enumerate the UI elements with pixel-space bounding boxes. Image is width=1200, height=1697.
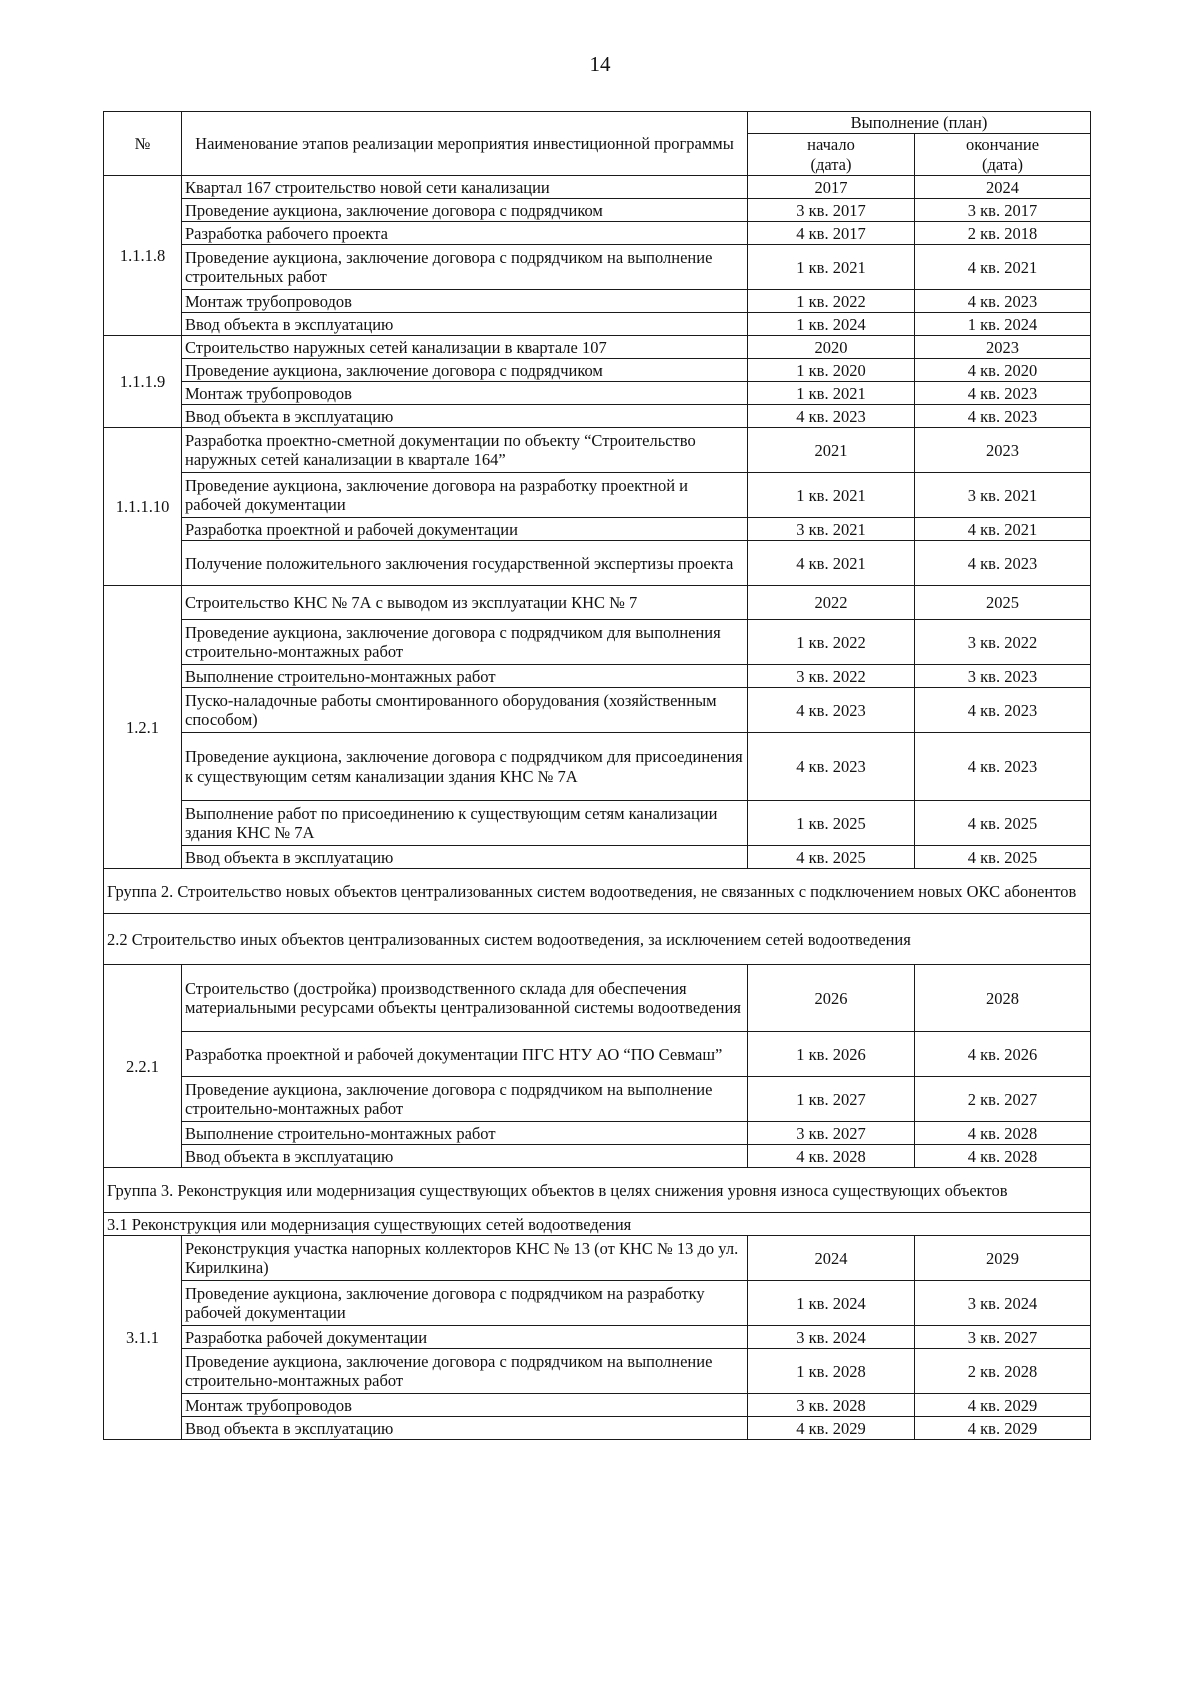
- start-date: 3 кв. 2028: [748, 1394, 915, 1417]
- schedule-body: [104, 176, 1091, 1440]
- stage-name: Ввод объекта в эксплуатацию: [182, 1145, 748, 1168]
- subgroup-row: [104, 914, 1091, 965]
- item-number: 1.1.1.9: [104, 336, 182, 428]
- start-date: 1 кв. 2026: [748, 1032, 915, 1077]
- end-date: 4 кв. 2020: [915, 359, 1091, 382]
- header-end: окончание (дата): [915, 134, 1091, 176]
- table-row: [104, 846, 1091, 869]
- table-row: [104, 801, 1091, 846]
- table-row: [104, 688, 1091, 733]
- table-row: [104, 1326, 1091, 1349]
- page-number: 14: [589, 52, 611, 76]
- table-row: [104, 473, 1091, 518]
- group-row: [104, 869, 1091, 914]
- end-date: 3 кв. 2017: [915, 199, 1091, 222]
- end-date: 2 кв. 2027: [915, 1077, 1091, 1122]
- start-date: 4 кв. 2023: [748, 688, 915, 733]
- stage-name: Ввод объекта в эксплуатацию: [182, 846, 748, 869]
- start-date: 4 кв. 2017: [748, 222, 915, 245]
- end-date: 4 кв. 2025: [915, 846, 1091, 869]
- stage-name: Пуско-наладочные работы смонтированного оборудования (хозяйственным способом): [182, 688, 748, 733]
- item-number: 1.1.1.10: [104, 428, 182, 586]
- item-number: 1.2.1: [104, 586, 182, 869]
- stage-name: Проведение аукциона, заключение договора на разработку проектной и рабочей документации: [182, 473, 748, 518]
- item-number: 3.1.1: [104, 1236, 182, 1440]
- stage-name: Разработка рабочего проекта: [182, 222, 748, 245]
- end-date: 4 кв. 2023: [915, 382, 1091, 405]
- end-date: 4 кв. 2028: [915, 1122, 1091, 1145]
- start-date: 4 кв. 2025: [748, 846, 915, 869]
- stage-name: Проведение аукциона, заключение договора с подрядчиком: [182, 199, 748, 222]
- header-execution: Выполнение (план): [748, 112, 1091, 134]
- item-number: 2.2.1: [104, 965, 182, 1168]
- start-date: 1 кв. 2028: [748, 1349, 915, 1394]
- start-date: 4 кв. 2028: [748, 1145, 915, 1168]
- table-row: [104, 405, 1091, 428]
- stage-name: Строительство КНС № 7А с выводом из эксплуатации КНС № 7: [182, 586, 748, 620]
- start-date: 3 кв. 2017: [748, 199, 915, 222]
- start-date: 1 кв. 2022: [748, 290, 915, 313]
- end-date: 4 кв. 2023: [915, 733, 1091, 801]
- end-date: 3 кв. 2024: [915, 1281, 1091, 1326]
- subgroup-title: 3.1 Реконструкция или модернизация существующих сетей водоотведения: [104, 1213, 1091, 1236]
- stage-name: Выполнение строительно-монтажных работ: [182, 1122, 748, 1145]
- start-date: 1 кв. 2021: [748, 245, 915, 290]
- end-date: 4 кв. 2029: [915, 1394, 1091, 1417]
- start-date: 4 кв. 2029: [748, 1417, 915, 1440]
- end-date: 4 кв. 2023: [915, 541, 1091, 586]
- end-date: 4 кв. 2025: [915, 801, 1091, 846]
- table-row: [104, 336, 1091, 359]
- group-row: [104, 1168, 1091, 1213]
- end-date: 4 кв. 2023: [915, 290, 1091, 313]
- header-name: Наименование этапов реализации мероприятия инвестиционной программы: [182, 112, 748, 176]
- stage-name: Выполнение строительно-монтажных работ: [182, 665, 748, 688]
- start-date: 1 кв. 2024: [748, 1281, 915, 1326]
- start-date: 4 кв. 2023: [748, 405, 915, 428]
- subgroup-title: 2.2 Строительство иных объектов централизованных систем водоотведения, за исключением сетей водоотведения: [104, 914, 1091, 965]
- table-row: [104, 1145, 1091, 1168]
- end-date: 2 кв. 2018: [915, 222, 1091, 245]
- table-row: [104, 665, 1091, 688]
- table-row: [104, 313, 1091, 336]
- start-date: 4 кв. 2023: [748, 733, 915, 801]
- start-date: 1 кв. 2024: [748, 313, 915, 336]
- table-row: [104, 1077, 1091, 1122]
- table-row: [104, 1349, 1091, 1394]
- end-date: 2025: [915, 586, 1091, 620]
- start-date: 2026: [748, 965, 915, 1032]
- stage-name: Проведение аукциона, заключение договора с подрядчиком на выполнение строительных работ: [182, 245, 748, 290]
- stage-name: Проведение аукциона, заключение договора с подрядчиком на разработку рабочей документации: [182, 1281, 748, 1326]
- end-date: 2023: [915, 336, 1091, 359]
- end-date: 3 кв. 2027: [915, 1326, 1091, 1349]
- stage-name: Монтаж трубопроводов: [182, 382, 748, 405]
- table-row: [104, 1417, 1091, 1440]
- table-row: [104, 620, 1091, 665]
- stage-name: Ввод объекта в эксплуатацию: [182, 313, 748, 336]
- start-date: 3 кв. 2022: [748, 665, 915, 688]
- table-row: [104, 541, 1091, 586]
- table-row: [104, 359, 1091, 382]
- stage-name: Проведение аукциона, заключение договора с подрядчиком для выполнения строительно-монтажных работ: [182, 620, 748, 665]
- table-row: [104, 222, 1091, 245]
- start-date: 2021: [748, 428, 915, 473]
- stage-name: Квартал 167 строительство новой сети канализации: [182, 176, 748, 199]
- start-date: 3 кв. 2024: [748, 1326, 915, 1349]
- end-date: 4 кв. 2028: [915, 1145, 1091, 1168]
- group-title: Группа 3. Реконструкция или модернизация существующих объектов в целях снижения уровня износа существующих объектов: [104, 1168, 1091, 1213]
- table-row: [104, 199, 1091, 222]
- stage-name: Проведение аукциона, заключение договора с подрядчиком на выполнение строительно-монтажных работ: [182, 1077, 748, 1122]
- stage-name: Разработка проектно-сметной документации по объекту “Строительство наружных сетей канализации в квартале 164”: [182, 428, 748, 473]
- item-number: 1.1.1.8: [104, 176, 182, 336]
- table-row: [104, 1394, 1091, 1417]
- table-row: [104, 586, 1091, 620]
- stage-name: Ввод объекта в эксплуатацию: [182, 1417, 748, 1440]
- start-date: 1 кв. 2021: [748, 382, 915, 405]
- table-row: [104, 290, 1091, 313]
- start-date: 1 кв. 2022: [748, 620, 915, 665]
- end-date: 4 кв. 2021: [915, 245, 1091, 290]
- stage-name: Проведение аукциона, заключение договора с подрядчиком: [182, 359, 748, 382]
- stage-name: Разработка рабочей документации: [182, 1326, 748, 1349]
- stage-name: Строительство (достройка) производственного склада для обеспечения материальными ресурсами объекты централизованной системы водоотведения: [182, 965, 748, 1032]
- end-date: 2 кв. 2028: [915, 1349, 1091, 1394]
- start-date: 1 кв. 2020: [748, 359, 915, 382]
- stage-name: Ввод объекта в эксплуатацию: [182, 405, 748, 428]
- stage-name: Реконструкция участка напорных коллекторов КНС № 13 (от КНС № 13 до ул. Кирилкина): [182, 1236, 748, 1281]
- end-date: 4 кв. 2026: [915, 1032, 1091, 1077]
- stage-name: Получение положительного заключения государственной экспертизы проекта: [182, 541, 748, 586]
- stage-name: Разработка проектной и рабочей документации ПГС НТУ АО “ПО Севмаш”: [182, 1032, 748, 1077]
- end-date: 4 кв. 2023: [915, 688, 1091, 733]
- end-date: 4 кв. 2021: [915, 518, 1091, 541]
- stage-name: Монтаж трубопроводов: [182, 1394, 748, 1417]
- stage-name: Монтаж трубопроводов: [182, 290, 748, 313]
- table-row: [104, 1281, 1091, 1326]
- table-row: [104, 733, 1091, 801]
- start-date: 2020: [748, 336, 915, 359]
- end-date: 2028: [915, 965, 1091, 1032]
- table-row: [104, 245, 1091, 290]
- end-date: 2023: [915, 428, 1091, 473]
- end-date: 2024: [915, 176, 1091, 199]
- start-date: 2024: [748, 1236, 915, 1281]
- stage-name: Строительство наружных сетей канализации в квартале 107: [182, 336, 748, 359]
- subgroup-row: [104, 1213, 1091, 1236]
- start-date: 2022: [748, 586, 915, 620]
- table-row: [104, 428, 1091, 473]
- table-row: [104, 518, 1091, 541]
- table-row: [104, 1032, 1091, 1077]
- table-row: [104, 382, 1091, 405]
- end-date: 3 кв. 2022: [915, 620, 1091, 665]
- stage-name: Проведение аукциона, заключение договора с подрядчиком для присоединения к существующим сетям канализации здания КНС № 7А: [182, 733, 748, 801]
- table-row: [104, 965, 1091, 1032]
- start-date: 4 кв. 2021: [748, 541, 915, 586]
- end-date: 2029: [915, 1236, 1091, 1281]
- table-row: [104, 176, 1091, 199]
- table-row: [104, 1122, 1091, 1145]
- stage-name: Выполнение работ по присоединению к существующим сетям канализации здания КНС № 7А: [182, 801, 748, 846]
- table-row: [104, 1236, 1091, 1281]
- end-date: 4 кв. 2029: [915, 1417, 1091, 1440]
- end-date: 4 кв. 2023: [915, 405, 1091, 428]
- start-date: 1 кв. 2021: [748, 473, 915, 518]
- header-start: начало (дата): [748, 134, 915, 176]
- stage-name: Проведение аукциона, заключение договора с подрядчиком на выполнение строительно-монтажных работ: [182, 1349, 748, 1394]
- start-date: 1 кв. 2025: [748, 801, 915, 846]
- group-title: Группа 2. Строительство новых объектов централизованных систем водоотведения, не связанных с подключением новых ОКС абонентов: [104, 869, 1091, 914]
- start-date: 1 кв. 2027: [748, 1077, 915, 1122]
- end-date: 1 кв. 2024: [915, 313, 1091, 336]
- end-date: 3 кв. 2023: [915, 665, 1091, 688]
- header-num: №: [104, 112, 182, 176]
- start-date: 2017: [748, 176, 915, 199]
- start-date: 3 кв. 2021: [748, 518, 915, 541]
- end-date: 3 кв. 2021: [915, 473, 1091, 518]
- start-date: 3 кв. 2027: [748, 1122, 915, 1145]
- stage-name: Разработка проектной и рабочей документации: [182, 518, 748, 541]
- schedule-table: [103, 111, 1091, 1440]
